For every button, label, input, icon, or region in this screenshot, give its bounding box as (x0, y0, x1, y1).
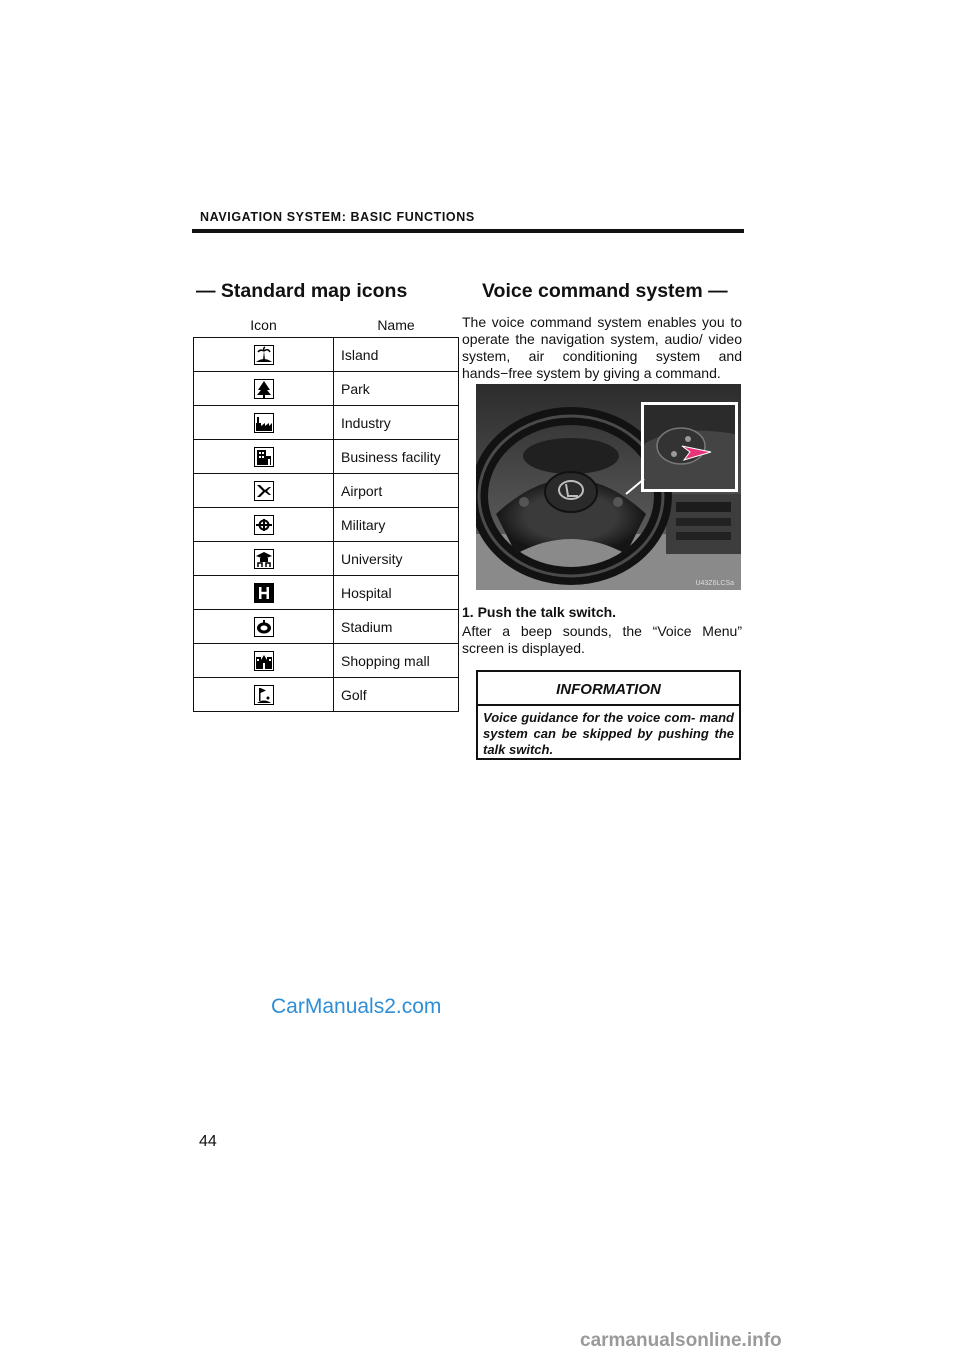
stadium-icon (254, 617, 274, 637)
university-icon (254, 549, 274, 569)
information-box (476, 670, 741, 760)
table-row (194, 406, 459, 440)
step-text: 1. Push the talk switch. (462, 604, 617, 620)
table-row (194, 610, 459, 644)
section-title-map-icons: — Standard map icons (196, 280, 408, 302)
icon-name: Airport (334, 474, 459, 508)
table-row (194, 372, 459, 406)
icon-name: Shopping mall (334, 644, 459, 678)
park-icon (254, 379, 274, 399)
table-row (194, 542, 459, 576)
intro-paragraph: The voice command system enables you to operate the navigation system, audio/ video system, air conditioning system and hands−free system by giving a command. (462, 314, 742, 381)
page-number: 44 (199, 1133, 217, 1150)
column-header-icon: Icon (194, 312, 334, 338)
watermark-carmanualsonline[interactable]: carmanualsonline.info (580, 1330, 782, 1351)
shopping-mall-icon (254, 651, 274, 671)
business-facility-icon (254, 447, 274, 467)
table-row (194, 678, 459, 712)
icon-name: Industry (334, 406, 459, 440)
page-header: NAVIGATION SYSTEM: BASIC FUNCTIONS (200, 210, 475, 224)
table-row (194, 474, 459, 508)
icon-name: Island (334, 338, 459, 372)
golf-icon (254, 685, 274, 705)
icon-name: Military (334, 508, 459, 542)
hospital-icon (254, 583, 274, 603)
column-header-name: Name (334, 312, 459, 338)
map-icons-table (193, 312, 459, 712)
military-icon (254, 515, 274, 535)
icon-name: Business facility (334, 440, 459, 474)
airport-icon (254, 481, 274, 501)
table-header-row (194, 312, 459, 338)
table-row (194, 440, 459, 474)
information-rule (478, 704, 739, 706)
information-title: INFORMATION (556, 681, 661, 698)
table-row (194, 338, 459, 372)
after-step-text: After a beep sounds, the “Voice Menu” screen is displayed. (462, 623, 742, 656)
table-row (194, 576, 459, 610)
icon-name: Hospital (334, 576, 459, 610)
watermark-carmanuals2[interactable]: CarManuals2.com (271, 995, 442, 1018)
icon-name: Park (334, 372, 459, 406)
photo-code: U43Z6LCSa (695, 580, 734, 587)
industry-icon (254, 413, 274, 433)
island-icon (254, 345, 274, 365)
section-title-voice-command: Voice command system — (482, 280, 728, 302)
icon-name: Stadium (334, 610, 459, 644)
information-text: Voice guidance for the voice com- mand system can be skipped by pushing the talk switch. (483, 710, 734, 757)
icon-name: University (334, 542, 459, 576)
steering-wheel-photo (476, 384, 741, 590)
icon-name: Golf (334, 678, 459, 712)
table-row (194, 508, 459, 542)
table-row (194, 644, 459, 678)
header-rule (192, 229, 744, 233)
